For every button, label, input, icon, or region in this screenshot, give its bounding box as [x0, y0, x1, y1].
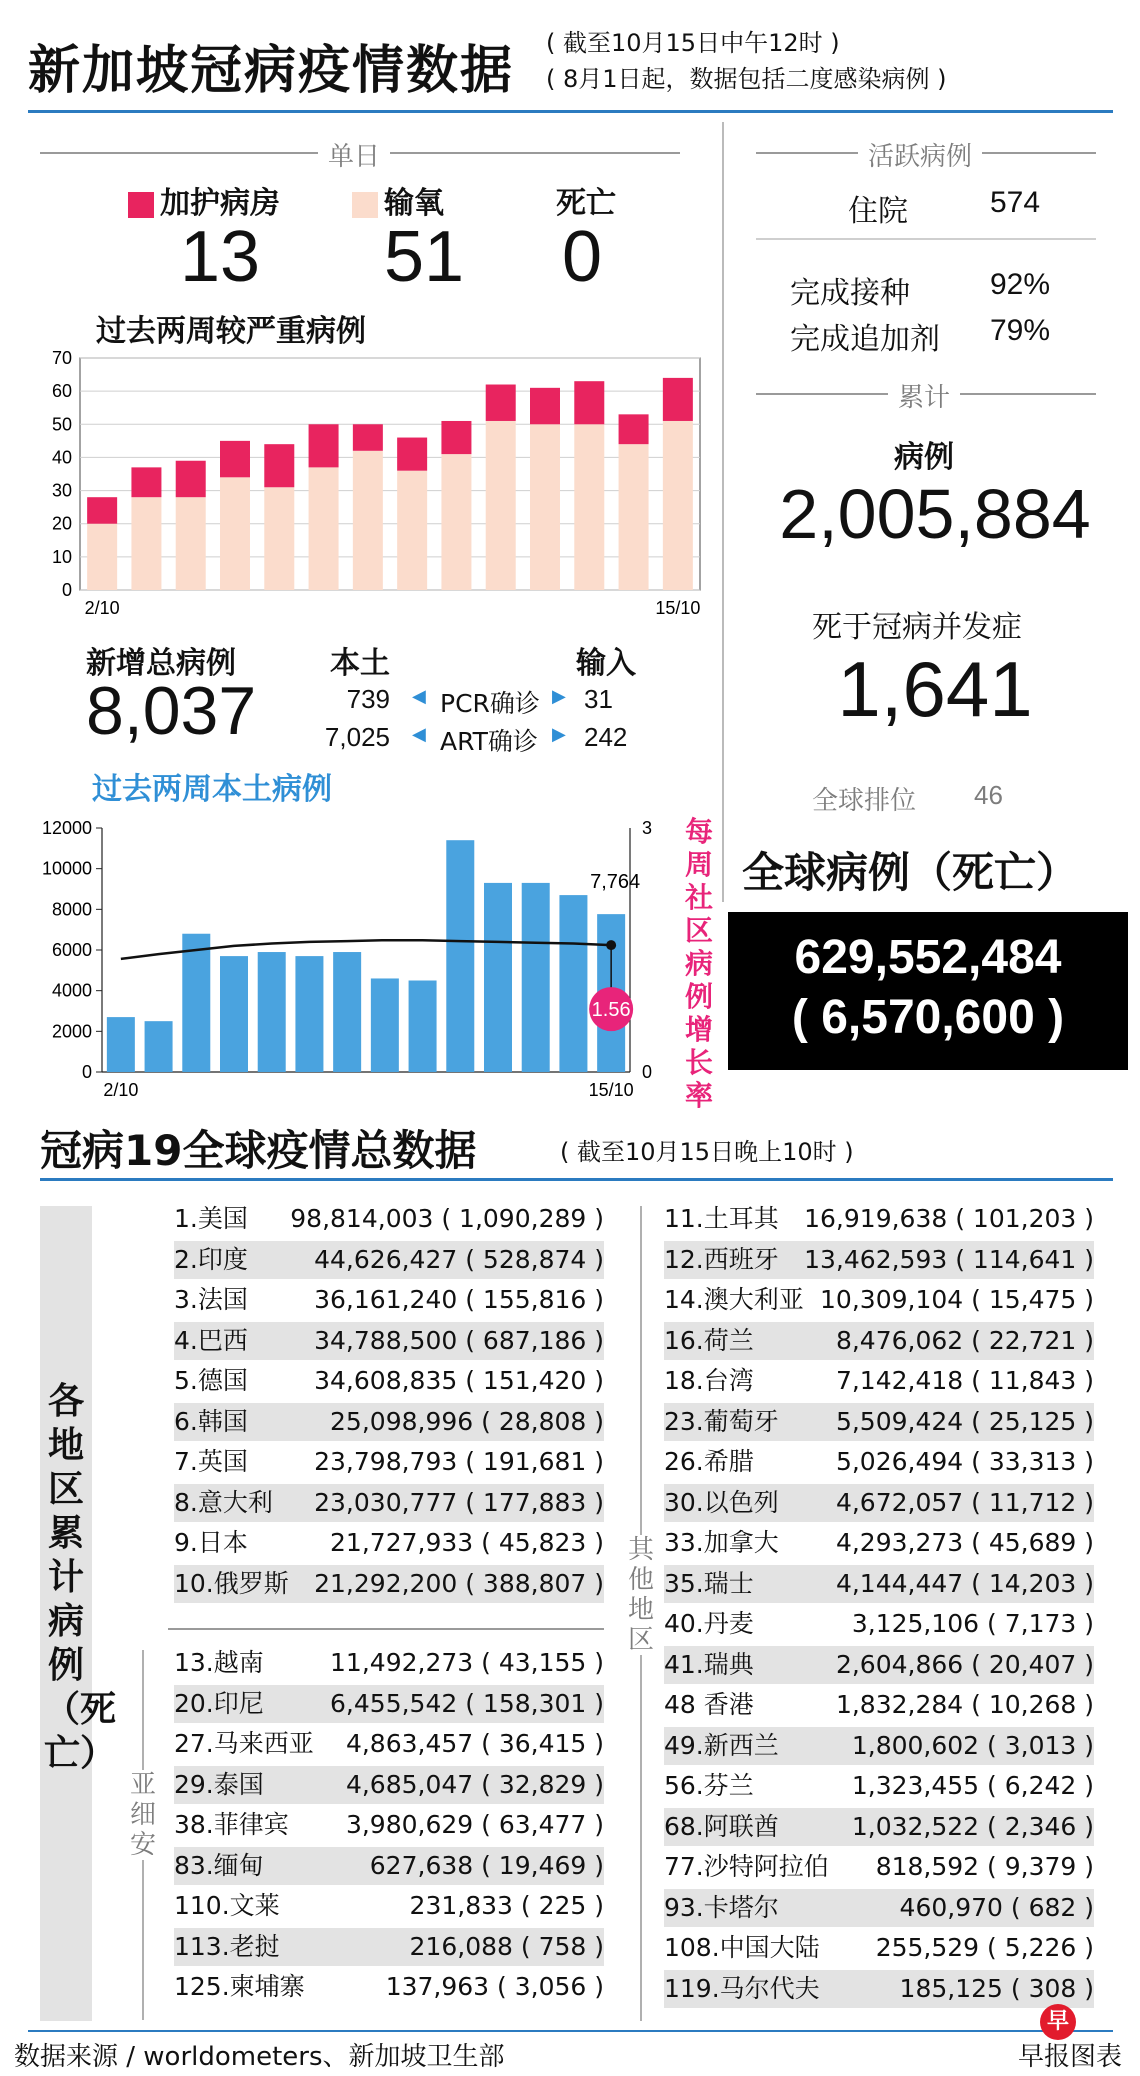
country-name: 1.美国	[174, 1204, 248, 1233]
table-row	[174, 1241, 604, 1279]
cum-deaths-label: 死于冠病并发症	[812, 610, 1022, 645]
icu-bar	[441, 421, 471, 454]
y-tick-label: 40	[51, 447, 72, 468]
country-name: 7.英国	[174, 1447, 248, 1476]
case-count: 44,626,427 ( 528,874 )	[314, 1244, 604, 1274]
table-row	[174, 1644, 604, 1682]
y-tick-label: 12000	[41, 818, 92, 838]
country-name: 10.俄罗斯	[174, 1568, 289, 1598]
case-count: 460,970 ( 682 )	[899, 1892, 1094, 1922]
oxygen-bar	[441, 454, 471, 590]
table-row	[174, 1725, 604, 1763]
table-row	[174, 1766, 604, 1804]
vaccinated-label: 完成接种	[790, 276, 910, 311]
severe-cases-chart	[40, 350, 720, 620]
oxygen-bar	[176, 497, 206, 590]
icu-label: 加护病房	[160, 186, 280, 221]
table-row	[664, 1889, 1094, 1927]
oxygen-bar	[353, 451, 383, 590]
table-row	[174, 1200, 604, 1238]
table-row	[174, 1281, 604, 1319]
country-name: 20.印尼	[174, 1688, 264, 1718]
pcr-imported-value: 31	[584, 684, 613, 714]
country-name: 68.阿联酋	[664, 1811, 779, 1841]
country-name: 16.荷兰	[664, 1325, 754, 1355]
icu-bar	[397, 438, 427, 471]
icu-bar	[353, 424, 383, 451]
y-tick-label: 20	[51, 513, 72, 534]
case-count: 6,455,542 ( 158,301 )	[330, 1688, 604, 1718]
country-name: 29.泰国	[174, 1769, 264, 1799]
pcr-left-arrow: ◀	[412, 686, 426, 707]
country-name: 125.柬埔寨	[174, 1972, 305, 2001]
country-name: 56.芬兰	[664, 1771, 754, 1800]
page-title: 新加坡冠病疫情数据	[28, 41, 515, 101]
oxygen-bar	[663, 421, 693, 590]
table-row	[664, 1970, 1094, 2008]
case-count: 4,863,457 ( 36,415 )	[345, 1729, 604, 1758]
local-case-bar	[371, 978, 399, 1072]
x-tick-label: 15/10	[588, 1080, 634, 1100]
country-name: 119.马尔代夫	[664, 1973, 820, 2003]
case-count: 231,833 ( 225 )	[409, 1891, 604, 1920]
country-name: 49.新西兰	[664, 1730, 779, 1760]
oxygen-bar	[486, 421, 516, 590]
country-name: 4.巴西	[174, 1325, 248, 1355]
local-case-bar	[182, 934, 210, 1072]
table-row	[664, 1200, 1094, 1238]
country-name: 35.瑞士	[664, 1568, 754, 1598]
local-cases-chart	[40, 810, 680, 1110]
pcr-local-value: 739	[346, 684, 390, 714]
oxygen-bar	[264, 487, 294, 590]
booster-label: 完成追加剂	[790, 322, 940, 357]
icu-bar	[486, 385, 516, 421]
oxygen-bar	[87, 524, 117, 590]
case-count: 1,800,602 ( 3,013 )	[851, 1730, 1094, 1760]
table-row	[664, 1322, 1094, 1360]
table-row	[664, 1565, 1094, 1603]
case-count: 23,798,793 ( 191,681 )	[314, 1447, 604, 1476]
icu-bar	[663, 378, 693, 421]
case-count: 627,638 ( 19,469 )	[369, 1850, 604, 1880]
case-count: 137,963 ( 3,056 )	[385, 1972, 604, 2001]
global-section-note: ( 截至10月15日晚上10时 )	[560, 1138, 854, 1166]
vaccinated-value: 92%	[990, 268, 1051, 301]
footer-rule	[28, 2030, 1113, 2032]
hospital-value: 574	[990, 186, 1041, 219]
local-case-bar	[145, 1021, 173, 1072]
icu-swatch	[128, 192, 154, 218]
case-count: 21,727,933 ( 45,823 )	[330, 1528, 604, 1557]
icu-bar	[87, 497, 117, 524]
new-total-value: 8,037	[86, 673, 257, 749]
table-row	[174, 1887, 604, 1925]
severe-chart-title: 过去两周较严重病例	[96, 314, 366, 349]
table-row	[664, 1646, 1094, 1684]
country-name: 93.卡塔尔	[664, 1892, 779, 1922]
icu-bar	[264, 444, 294, 487]
icu-bar	[131, 467, 161, 497]
panel-divider	[722, 122, 724, 902]
active-section-label: 活跃病例	[858, 136, 982, 173]
footer-credit: 早报图表	[1018, 2042, 1123, 2072]
y-tick-label: 0	[61, 580, 72, 600]
case-count: 5,026,494 ( 33,313 )	[835, 1447, 1094, 1476]
oxygen-bar	[619, 444, 649, 590]
table-row	[664, 1484, 1094, 1522]
booster-value: 79%	[990, 314, 1051, 347]
case-count: 2,604,866 ( 20,407 )	[835, 1649, 1094, 1679]
icu-bar	[309, 424, 339, 467]
new-total-label: 新增总病例	[86, 646, 236, 681]
case-count: 818,592 ( 9,379 )	[875, 1852, 1094, 1881]
cum-cases-value: 2,005,884	[779, 475, 1091, 553]
case-count: 1,323,455 ( 6,242 )	[851, 1771, 1094, 1800]
growth-rate-last-label: 1.56	[591, 999, 631, 1022]
growth-rate-axis-label: 每周社区病例增长率	[684, 815, 713, 1112]
country-name: 11.土耳其	[664, 1204, 779, 1233]
header-rule	[28, 110, 1113, 113]
case-count: 185,125 ( 308 )	[899, 1973, 1094, 2003]
zaobao-logo	[1040, 2004, 1076, 2040]
others-label: 其他地区	[627, 1535, 654, 1655]
country-name: 33.加拿大	[664, 1528, 779, 1557]
case-count: 4,685,047 ( 32,829 )	[345, 1769, 604, 1799]
pcr-right-arrow: ▶	[552, 686, 566, 707]
table-row	[174, 1443, 604, 1481]
icu-bar	[220, 441, 250, 477]
case-count: 25,098,996 ( 28,808 )	[330, 1406, 604, 1436]
case-count: 3,125,106 ( 7,173 )	[851, 1609, 1094, 1638]
case-count: 10,309,104 ( 15,475 )	[820, 1285, 1094, 1314]
y-tick-label: 8000	[51, 899, 92, 920]
y-tick-label: 70	[51, 350, 72, 368]
art-label: ART确诊	[440, 727, 538, 756]
y-tick-label: 10	[51, 546, 72, 567]
table-row	[664, 1403, 1094, 1441]
case-count: 3,980,629 ( 63,477 )	[345, 1810, 604, 1839]
pcr-label: PCR确诊	[440, 689, 540, 718]
y-tick-label: 30	[51, 480, 72, 501]
x-tick-label: 2/10	[103, 1080, 139, 1100]
case-count: 4,672,057 ( 11,712 )	[835, 1487, 1094, 1517]
table-row	[174, 1403, 604, 1441]
case-count: 23,030,777 ( 177,883 )	[314, 1487, 604, 1517]
case-count: 4,293,273 ( 45,689 )	[835, 1528, 1094, 1557]
header-note-1: ( 截至10月15日中午12时 )	[546, 29, 840, 57]
table-row	[664, 1605, 1094, 1643]
country-name: 6.韩国	[174, 1406, 248, 1436]
art-local-value: 7,025	[324, 722, 390, 752]
country-name: 9.日本	[174, 1528, 248, 1557]
table-row	[174, 1362, 604, 1400]
case-count: 8,476,062 ( 22,721 )	[835, 1325, 1094, 1355]
table-row	[664, 1848, 1094, 1886]
country-name: 40.丹麦	[664, 1609, 754, 1638]
case-count: 7,142,418 ( 11,843 )	[835, 1366, 1094, 1395]
x-tick-label: 2/10	[84, 598, 120, 618]
local-case-bar	[446, 840, 474, 1072]
y-tick-label: 6000	[51, 940, 92, 960]
table-row	[174, 1685, 604, 1723]
region-side-label: 各地区累计病例（死亡）	[44, 1381, 117, 1774]
table-row	[664, 1241, 1094, 1279]
oxygen-bar	[309, 467, 339, 590]
local-label: 本土	[330, 646, 390, 681]
y2-tick-label: 0	[642, 1062, 653, 1082]
case-count: 13,462,593 ( 114,641 )	[804, 1244, 1094, 1274]
local-chart-title: 过去两周本土病例	[92, 772, 332, 807]
oxygen-bar	[574, 424, 604, 590]
case-count: 1,032,522 ( 2,346 )	[851, 1811, 1094, 1841]
case-count: 16,919,638 ( 101,203 )	[804, 1204, 1094, 1233]
oxygen-bar	[131, 497, 161, 590]
table-row	[664, 1929, 1094, 1967]
country-name: 30.以色列	[664, 1487, 779, 1517]
y-tick-label: 60	[51, 381, 72, 402]
oxygen-bar	[397, 471, 427, 590]
local-case-bar	[107, 1017, 135, 1072]
table-row	[664, 1443, 1094, 1481]
country-name: 38.菲律宾	[174, 1810, 289, 1839]
table-row	[174, 1524, 604, 1562]
table-row	[174, 1928, 604, 1966]
table-row	[664, 1686, 1094, 1724]
hospital-label: 住院	[848, 194, 908, 229]
table-row	[664, 1362, 1094, 1400]
y2-tick-label: 3	[642, 818, 653, 838]
case-count: 11,492,273 ( 43,155 )	[330, 1648, 604, 1677]
country-name: 110.文莱	[174, 1891, 280, 1920]
country-name: 5.德国	[174, 1366, 248, 1395]
table-row	[174, 1806, 604, 1844]
country-name: 26.希腊	[664, 1447, 754, 1476]
global-section-title: 冠病19全球疫情总数据	[40, 1126, 477, 1175]
table-row	[174, 1322, 604, 1360]
country-name: 23.葡萄牙	[664, 1406, 779, 1436]
y-tick-label: 4000	[51, 980, 92, 1001]
local-case-bar	[522, 883, 550, 1072]
rank-value: 46	[974, 780, 1003, 810]
table-row	[664, 1767, 1094, 1805]
oxygen-swatch	[352, 192, 378, 218]
icu-bar	[176, 461, 206, 497]
global-deaths-value: ( 6,570,600 )	[791, 991, 1065, 1044]
asean-label: 亚细安	[129, 1770, 156, 1860]
y-tick-label: 10000	[41, 858, 92, 879]
case-count: 216,088 ( 758 )	[409, 1931, 604, 1961]
country-name: 3.法国	[174, 1285, 248, 1314]
death-value: 0	[562, 217, 603, 297]
x-tick-label: 15/10	[655, 598, 701, 618]
country-name: 8.意大利	[174, 1487, 273, 1517]
local-case-bar	[409, 981, 437, 1073]
case-count: 36,161,240 ( 155,816 )	[314, 1285, 604, 1314]
global-section-rule	[40, 1178, 1113, 1181]
country-name: 108.中国大陆	[664, 1933, 820, 1962]
local-case-bar	[258, 952, 286, 1072]
table-row	[174, 1968, 604, 2006]
table-row	[174, 1847, 604, 1885]
country-name: 18.台湾	[664, 1366, 754, 1395]
country-name: 2.印度	[174, 1244, 248, 1274]
case-count: 34,788,500 ( 687,186 )	[314, 1325, 604, 1355]
country-name: 14.澳大利亚	[664, 1285, 804, 1314]
case-count: 21,292,200 ( 388,807 )	[314, 1568, 604, 1598]
case-count: 4,144,447 ( 14,203 )	[835, 1568, 1094, 1598]
country-name: 83.缅甸	[174, 1850, 264, 1880]
imported-label: 输入	[576, 646, 636, 681]
cum-deaths-value: 1,641	[837, 645, 1033, 733]
last-bar-label: 7,764	[590, 871, 641, 894]
footer-source: 数据来源 / worldometers、新加坡卫生部	[14, 2042, 505, 2072]
rank-label: 全球排位	[812, 786, 917, 816]
icu-bar	[574, 381, 604, 424]
local-case-bar	[484, 883, 512, 1072]
plot-frame	[80, 358, 700, 590]
table-row	[664, 1727, 1094, 1765]
table-row	[664, 1281, 1094, 1319]
table-row	[174, 1565, 604, 1603]
case-count: 34,608,835 ( 151,420 )	[314, 1366, 604, 1395]
country-name: 48 香港	[664, 1690, 754, 1719]
table-row	[664, 1808, 1094, 1846]
death-label: 死亡	[556, 186, 616, 221]
oxygen-bar	[220, 477, 250, 590]
header-note-2: ( 8月1日起，数据包括二度感染病例 )	[546, 65, 947, 93]
y-tick-label: 0	[81, 1062, 92, 1082]
case-count: 5,509,424 ( 25,125 )	[835, 1406, 1094, 1436]
art-left-arrow: ◀	[412, 724, 426, 745]
hospital-rule	[756, 238, 1096, 240]
cum-cases-label: 病例	[894, 440, 954, 475]
case-count: 255,529 ( 5,226 )	[875, 1933, 1094, 1962]
daily-section-label: 单日	[318, 136, 390, 173]
table-row	[174, 1484, 604, 1522]
case-count: 98,814,003 ( 1,090,289 )	[290, 1204, 604, 1233]
country-name: 27.马来西亚	[174, 1729, 314, 1758]
case-count: 1,832,284 ( 10,268 )	[835, 1690, 1094, 1719]
art-imported-value: 242	[584, 722, 628, 752]
oxygen-value: 51	[384, 217, 465, 297]
oxygen-label: 输氧	[384, 186, 444, 221]
icu-bar	[619, 414, 649, 444]
country-name: 41.瑞典	[664, 1649, 754, 1679]
y-tick-label: 2000	[51, 1021, 92, 1042]
global-label: 全球病例（死亡）	[742, 848, 1079, 897]
oxygen-bar	[530, 424, 560, 590]
global-cases-value: 629,552,484	[794, 931, 1062, 984]
country-name: 113.老挝	[174, 1931, 280, 1961]
cumulative-section-label: 累计	[888, 377, 960, 414]
y-tick-label: 50	[51, 414, 72, 435]
zaobao-logo-char: 早	[1046, 2009, 1069, 2034]
art-right-arrow: ▶	[552, 724, 566, 745]
asean-divider	[168, 1628, 604, 1630]
local-case-bar	[220, 956, 248, 1072]
local-case-bar	[333, 952, 361, 1072]
local-case-bar	[295, 956, 323, 1072]
country-name: 77.沙特阿拉伯	[664, 1852, 829, 1881]
table-row	[664, 1524, 1094, 1562]
icu-bar	[530, 388, 560, 424]
local-case-bar	[559, 895, 587, 1072]
country-name: 13.越南	[174, 1648, 264, 1677]
icu-value: 13	[180, 217, 261, 297]
country-name: 12.西班牙	[664, 1244, 779, 1274]
